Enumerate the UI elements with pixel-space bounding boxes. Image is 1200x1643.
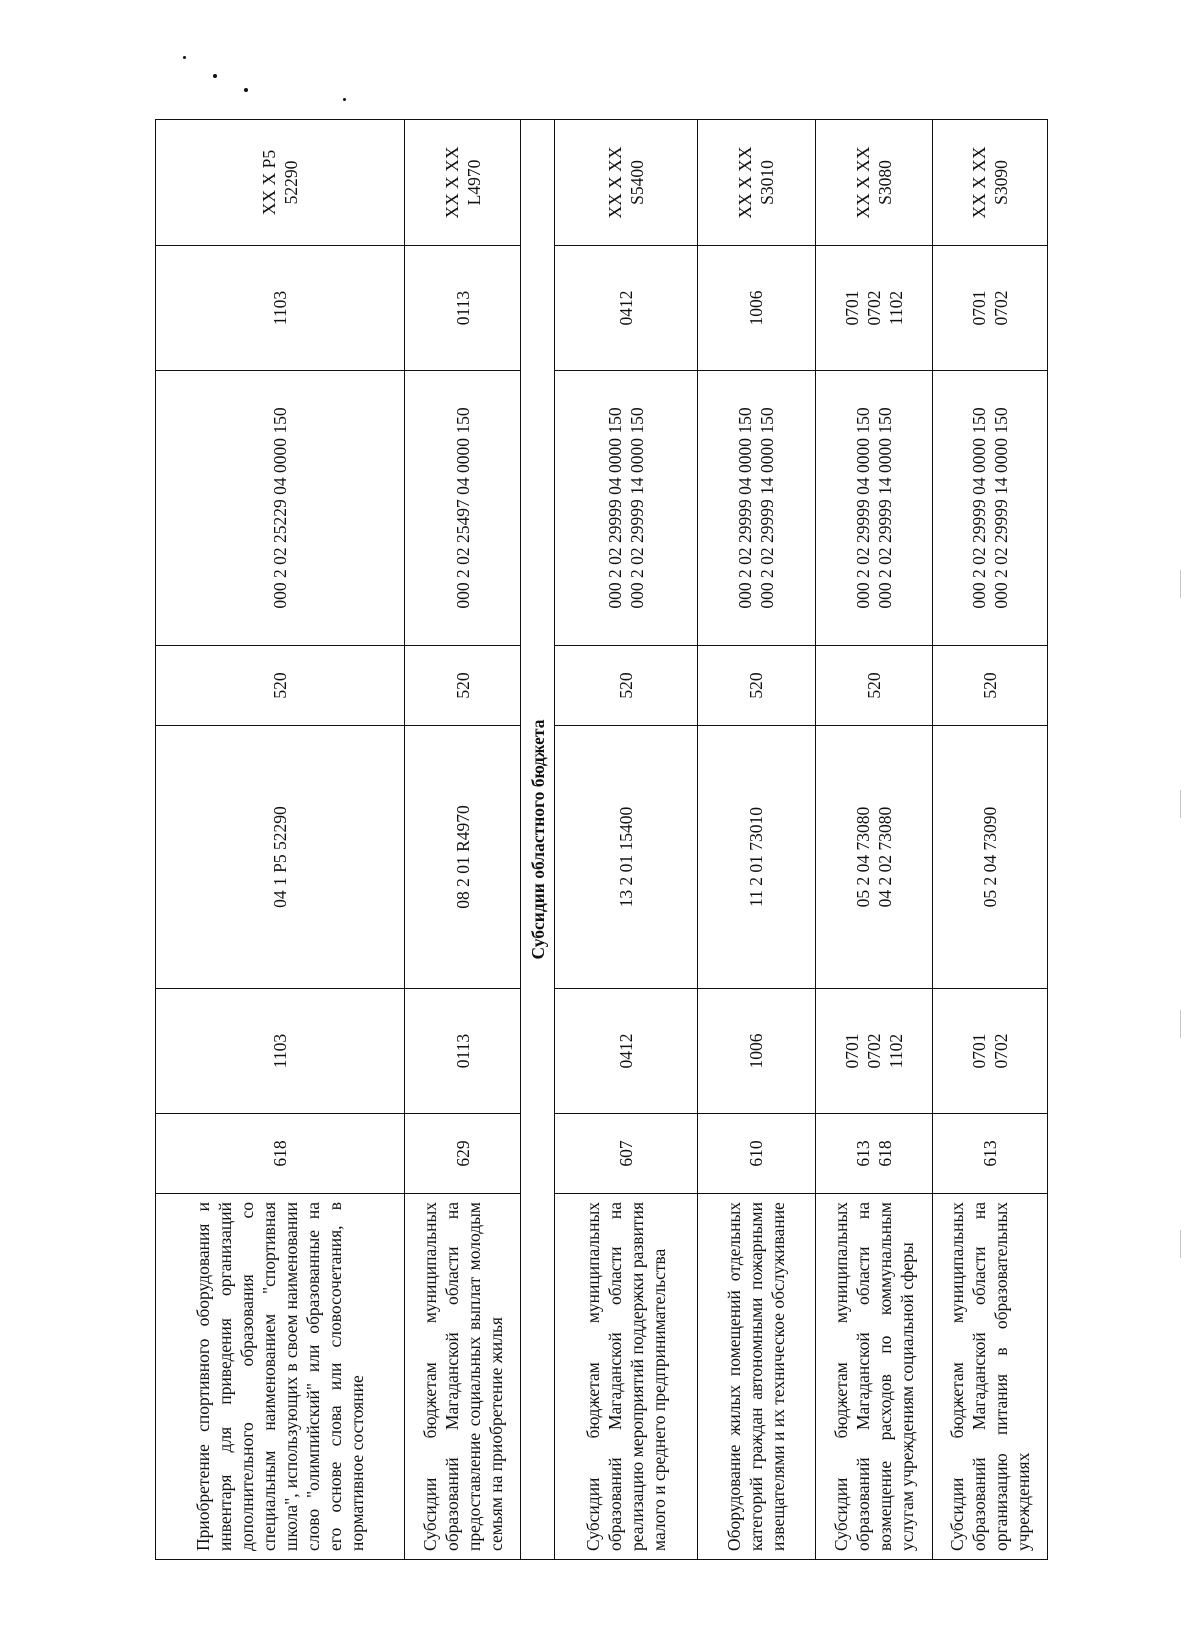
table-row: [554, 120, 697, 1560]
expense-type-code: 520: [405, 646, 521, 726]
row-description: Субсидии бюджетам муниципальных образований Магаданской области на предоставление социальных выплат молодым семьям на приобретение жилья: [405, 1194, 521, 1560]
expense-type-code: 520: [554, 646, 697, 726]
table-row: [932, 120, 1047, 1560]
section-code: 1006: [698, 989, 815, 1114]
grbs-code: 629: [405, 1114, 521, 1194]
expense-type-code: 520: [815, 646, 932, 726]
section-code-local: 0113: [405, 246, 521, 371]
section-code-local: 1103: [156, 246, 405, 371]
row-description: Субсидии бюджетам муниципальных образований Магаданской области на организацию питания в образовательных учреждениях: [932, 1194, 1047, 1560]
section-code-local: 1006: [698, 246, 815, 371]
section-header-row: [521, 120, 555, 1560]
section-code: 0113: [405, 989, 521, 1114]
local-target-code: XX X P5 52290: [156, 120, 405, 246]
grbs-code: 618: [156, 1114, 405, 1194]
target-article-code: 08 2 01 R4970: [405, 726, 521, 989]
revenue-code: 000 2 02 29999 04 0000 150 000 2 02 29999 14 0000 150: [815, 371, 932, 646]
target-article-code: 04 1 P5 52290: [156, 726, 405, 989]
local-target-code: XX X XX L4970: [405, 120, 521, 246]
grbs-code: 613: [932, 1114, 1047, 1194]
target-article-code: 11 2 01 73010: [698, 726, 815, 989]
section-code-local: 0412: [554, 246, 697, 371]
local-target-code: XX X XX S3090: [932, 120, 1047, 246]
row-description: Оборудование жилых помещений отдельных категорий граждан автономными пожарными извещателями и их техническое обслуживание: [698, 1194, 815, 1560]
target-article-code: 05 2 04 73090: [932, 726, 1047, 989]
grbs-code: 613 618: [815, 1114, 932, 1194]
section-code-local: 0701 0702: [932, 246, 1047, 371]
row-description: Субсидии бюджетам муниципальных образований Магаданской области на возмещение расходов по коммунальным услугам учреждениям социальной сферы: [815, 1194, 932, 1560]
grbs-code: 607: [554, 1114, 697, 1194]
expense-type-code: 520: [698, 646, 815, 726]
table-row: [405, 120, 521, 1560]
row-description: Приобретение спортивного оборудования и инвентаря для приведения организаций дополнительного образования со специальным наименованием "спортивная школа", использующих в своем наименовании слово "олимпийский" или образованные на его основе слова или словосочетания, в нормативное состояние: [156, 1194, 405, 1560]
local-target-code: XX X XX S5400: [554, 120, 697, 246]
section-code-local: 0701 0702 1102: [815, 246, 932, 371]
revenue-code: 000 2 02 25229 04 0000 150: [156, 371, 405, 646]
revenue-code: 000 2 02 29999 04 0000 150 000 2 02 29999 14 0000 150: [554, 371, 697, 646]
target-article-code: 13 2 01 15400: [554, 726, 697, 989]
target-article-code: 05 2 04 73080 04 2 02 73080: [815, 726, 932, 989]
revenue-code: 000 2 02 29999 04 0000 150 000 2 02 29999 14 0000 150: [932, 371, 1047, 646]
revenue-code: 000 2 02 25497 04 0000 150: [405, 371, 521, 646]
budget-classification-table: [155, 119, 1048, 1560]
table-row: [156, 120, 405, 1560]
local-target-code: XX X XX S3080: [815, 120, 932, 246]
expense-type-code: 520: [156, 646, 405, 726]
section-code: 0701 0702 1102: [815, 989, 932, 1114]
grbs-code: 610: [698, 1114, 815, 1194]
expense-type-code: 520: [932, 646, 1047, 726]
section-code: 1103: [156, 989, 405, 1114]
table-row: [815, 120, 932, 1560]
row-description: Субсидии бюджетам муниципальных образований Магаданской области на реализацию мероприятий поддержки развития малого и среднего предпринимательства: [554, 1194, 697, 1560]
local-target-code: XX X XX S3010: [698, 120, 815, 246]
section-title: Субсидии областного бюджета: [521, 120, 555, 1560]
table-row: [698, 120, 815, 1560]
section-code: 0412: [554, 989, 697, 1114]
revenue-code: 000 2 02 29999 04 0000 150 000 2 02 29999 14 0000 150: [698, 371, 815, 646]
section-code: 0701 0702: [932, 989, 1047, 1114]
